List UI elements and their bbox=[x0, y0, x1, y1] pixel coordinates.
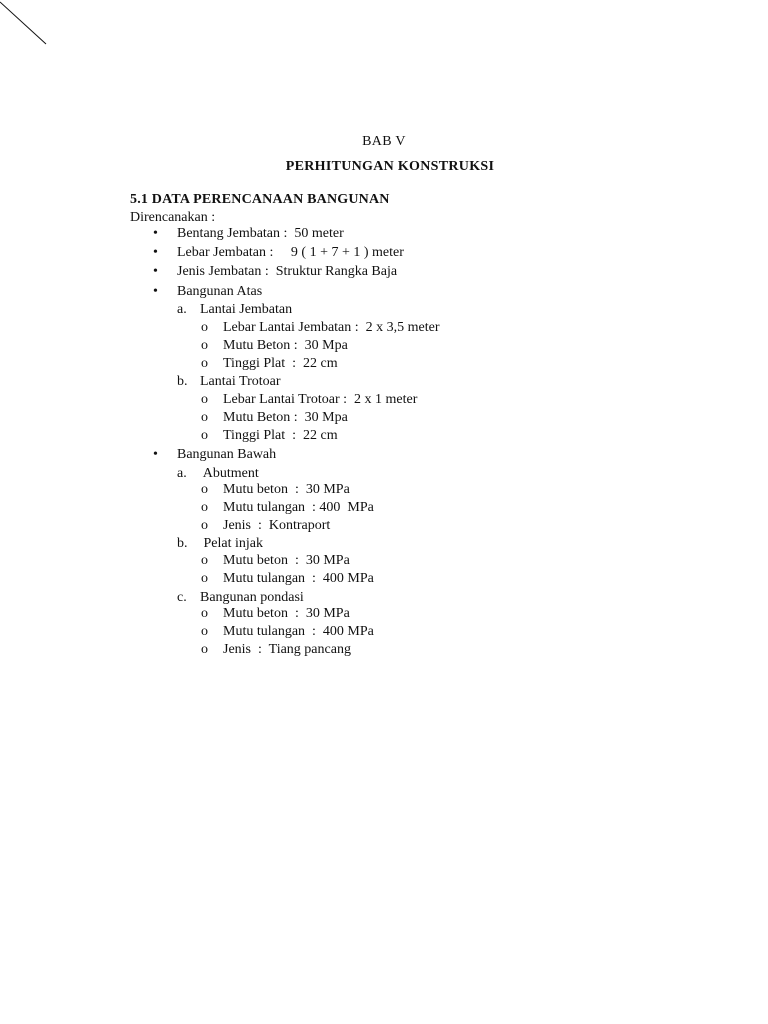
sub-bullet-marker: o bbox=[201, 410, 208, 425]
bullet-marker: • bbox=[153, 284, 158, 299]
letter-marker: b. bbox=[177, 374, 188, 389]
letter-marker: a. bbox=[177, 302, 187, 317]
list-item-text: Bangunan pondasi bbox=[200, 590, 304, 605]
intro-text: Direncanakan : bbox=[130, 210, 216, 225]
sub-bullet-marker: o bbox=[201, 518, 208, 533]
list-item-text: Mutu beton : 30 MPa bbox=[223, 553, 350, 568]
list-item-text: Pelat injak bbox=[200, 536, 263, 551]
list-item-text: Tinggi Plat : 22 cm bbox=[223, 428, 338, 443]
sub-bullet-marker: o bbox=[201, 482, 208, 497]
sub-bullet-marker: o bbox=[201, 338, 208, 353]
letter-marker: b. bbox=[177, 536, 188, 551]
sub-bullet-marker: o bbox=[201, 392, 208, 407]
sub-bullet-marker: o bbox=[201, 320, 208, 335]
sub-bullet-marker: o bbox=[201, 356, 208, 371]
sub-bullet-marker: o bbox=[201, 553, 208, 568]
list-item-text: Lebar Lantai Jembatan : 2 x 3,5 meter bbox=[223, 320, 440, 335]
list-item-text: Lebar Jembatan : 9 ( 1 + 7 + 1 ) meter bbox=[177, 245, 404, 260]
sub-bullet-marker: o bbox=[201, 500, 208, 515]
page-title: PERHITUNGAN KONSTRUKSI bbox=[285, 159, 495, 174]
section-heading: 5.1 DATA PERENCANAAN BANGUNAN bbox=[130, 192, 390, 207]
letter-marker: c. bbox=[177, 590, 187, 605]
list-item-text: Mutu Beton : 30 Mpa bbox=[223, 338, 348, 353]
sub-bullet-marker: o bbox=[201, 606, 208, 621]
list-item-text: Mutu beton : 30 MPa bbox=[223, 482, 350, 497]
list-item-text: Tinggi Plat : 22 cm bbox=[223, 356, 338, 371]
list-item-text: Jenis : Tiang pancang bbox=[223, 642, 351, 657]
chapter-heading: BAB V bbox=[362, 134, 406, 149]
list-item-text: Jenis : Kontraport bbox=[223, 518, 331, 533]
list-item-text: Abutment bbox=[200, 466, 259, 481]
sub-bullet-marker: o bbox=[201, 624, 208, 639]
list-item-text: Jenis Jembatan : Struktur Rangka Baja bbox=[177, 264, 398, 279]
list-item-text: Bentang Jembatan : 50 meter bbox=[177, 226, 344, 241]
sub-bullet-marker: o bbox=[201, 571, 208, 586]
list-item-text: Lebar Lantai Trotoar : 2 x 1 meter bbox=[223, 392, 418, 407]
list-item-text: Lantai Jembatan bbox=[200, 302, 293, 317]
list-item-text: Bangunan Atas bbox=[177, 284, 263, 299]
list-item-text: Mutu beton : 30 MPa bbox=[223, 606, 350, 621]
letter-marker: a. bbox=[177, 466, 187, 481]
list-item-text: Mutu Beton : 30 Mpa bbox=[223, 410, 348, 425]
bullet-marker: • bbox=[153, 447, 158, 462]
list-item-text: Mutu tulangan : 400 MPa bbox=[223, 500, 374, 515]
list-item-text: Bangunan Bawah bbox=[177, 447, 277, 462]
list-item-text: Mutu tulangan : 400 MPa bbox=[223, 624, 374, 639]
list-item-text: Lantai Trotoar bbox=[200, 374, 281, 389]
bullet-marker: • bbox=[153, 264, 158, 279]
sub-bullet-marker: o bbox=[201, 428, 208, 443]
corner-fold-line bbox=[0, 0, 60, 60]
list-item-text: Mutu tulangan : 400 MPa bbox=[223, 571, 374, 586]
bullet-marker: • bbox=[153, 226, 158, 241]
sub-bullet-marker: o bbox=[201, 642, 208, 657]
bullet-marker: • bbox=[153, 245, 158, 260]
